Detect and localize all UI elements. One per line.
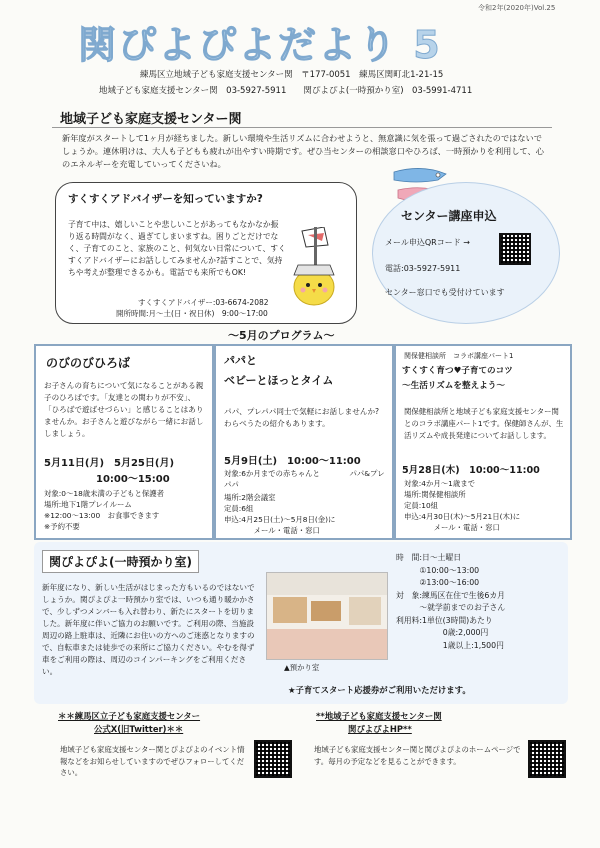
footer-left-title-2: 公式X(旧Twitter)＊＊ [94,724,184,734]
homepage-qr-code[interactable] [528,740,566,778]
advisor-contact: すくすくアドバイザー:03-6674-2082 [138,298,269,307]
papa-heading-2: ベビーとほっとタイム [224,374,334,387]
nobi-date: 5月11日(月) 5月25日(月) [44,458,175,469]
papa-date: 5月9日(土) 10:00〜11:00 [224,456,361,467]
center-heading: 地域子ども家庭支援センター関 [60,112,242,127]
apply-heading: センター講座申込 [401,209,497,223]
suku-body: 関保健相談所と地域子ども家庭支援センター関とのコラボ講座パート1です。保健師さんが、生活リズムや成長発達についてお話しします。 [404,407,564,440]
apply-qr-code[interactable] [499,233,531,265]
twitter-qr-code[interactable] [254,740,292,778]
piyo-ticket: ★子育てスタート応援券がご利用いただけます。 [288,685,471,695]
photo-caption: ▲預かり室 [284,663,320,672]
issue-number: 令和2年(2020年)Vol.25 [478,4,556,12]
advisor-heading: すくすくアドバイザーを知っていますか? [68,193,263,205]
advisor-box [55,182,357,324]
nobi-box [34,344,214,540]
center-body: 新年度がスタートして1ヶ月が経ちました。新しい環境や生活リズムに合わせようと、無意識に気を張って過ごされたのではないでしょうか。連休明けは、大人も子どもも疲れが出やすい時期です。ぜひ当センターの相談窓口やひろば、一時預かりを利用して、心のエネルギーを充電していってくださいね。 [62,133,544,169]
phone-line: 地域子ども家庭支援センター関 03-5927-5911 関ぴよぴよ(一時預かり室) 03-5991-4711 [99,86,473,96]
papa-box [214,344,394,540]
apply-mail: メール申込QRコード → [385,238,470,247]
footer-right-body: 地域子ども家庭支援センター関と関ぴよぴよのホームページです。毎月の予定などを見ることができます。 [314,745,521,766]
nobi-time: 10:00〜15:00 [96,474,170,485]
footer-right-title-2: 関ぴよぴよHP** [348,724,412,734]
newsletter-title: 関ぴよぴよだより 5 [78,23,442,67]
footer-left-body: 地域子ども家庭支援センター関とぴよぴよのイベント情報などをお知らせしていますのでぜひフォローしてください。 [60,745,245,777]
suku-date: 5月28日(木) 10:00〜11:00 [402,465,540,476]
room-photo [266,572,388,660]
suku-heading-1: すくすく育つ♥子育てのコツ [402,366,513,376]
apply-circle [372,182,560,324]
footer-right-title-1: **地域子ども家庭支援センター関 [316,711,442,721]
piyo-schedule: 時 間:日〜土曜日 ①10:00〜13:00 ②13:00〜16:00 対 象:練馬区在住で生後6カ月 〜就学前までのお子さん 利用料:1単位(3時間)あたり 0歳:2,000円 1歳以上:1,500円 [396,553,506,650]
nobi-info: 対象:0〜18歳未満の子どもと保護者 場所:地下1階プレイルーム ※12:00〜13:00 お食事できます ※予約不要 [44,489,165,531]
advisor-body: 子育て中は、嬉しいことや悲しいことがあってもなかなか振り返る時間がなく、過ぎてしまいますね。困りごとだけでなく、子育てのこと、家族のこと、何気ない日常について、すくすくアドバイザーにお話ししてみませんか?話すことで、気持ちや考えが整理できるかも。電話でも来所でもOK! [68,220,286,277]
papa-body: パパ、プレパパ同士で気軽にお話しませんか?わらべうたの紹介もあります。 [224,407,380,428]
apply-window: センター窓口でも受付けています [385,288,505,297]
nobi-body: お子さんの育ちについて気になることがある親子のひろばです。「友達との関わりが不安」、「ひろばで遊ばせづらい」と感じることはありませんか。お子さんと遊びながら一緒にお話ししましょう。 [44,381,204,438]
suku-heading-2: 〜生活リズムを整えよう〜 [402,381,505,391]
suku-tag: 関保健相談所 コラボ講座パート1 [404,352,514,360]
program-title: 〜5月のプログラム〜 [228,329,335,342]
papa-target: 対象:6か月までの赤ちゃんと パパ&プレパパ [224,469,385,489]
papa-heading-1: パパと [224,354,257,367]
piyo-section [34,542,568,704]
piyo-body: 新年度になり、新しい生活がはじまった方もいるのではないでしょうか。関ぴよぴよ一時預かり室では、いつも通り暖かかさで、少しずつメンバーも入れ替わり、新たにスタートを切りました。新年度に伴いご協力のお願いです。ご利用の際、当施設周辺の路上駐車は、近隣にお住いの方へのご迷惑となりますので、自転車または徒歩での来所にご協力ください。やむを得ず車をご利用の際は、周辺のコインパーキングをご利用ください。 [42,583,255,676]
advisor-hours: 開所時間:月〜土(日・祝日休) 9:00〜17:00 [116,309,268,318]
apply-phone: 電話:03-5927-5911 [385,264,461,273]
footer-left-title-1: ＊＊練馬区立子ども家庭支援センター [58,711,201,721]
address-line: 練馬区立地域子ども家庭支援センター関 〒177-0051 練馬区関町北1-21-15 [140,70,444,80]
piyo-heading: 関ぴよぴよ(一時預かり室) [42,550,199,573]
nobi-heading: のびのびひろば [46,356,131,370]
divider [52,127,552,128]
suku-info: 対象:4か月〜1歳まで 場所:関保健相談所 定員:10組 申込:4月30日(木)〜5月21日(木)に メール・電話・窓口 [404,479,521,532]
papa-info: 場所:2階会議室 定員:6組 申込:4月25日(土)〜5月8日(金)に メール・電話・窓口 [224,493,336,535]
suku-box [394,344,572,540]
chick-illustration [284,227,350,307]
